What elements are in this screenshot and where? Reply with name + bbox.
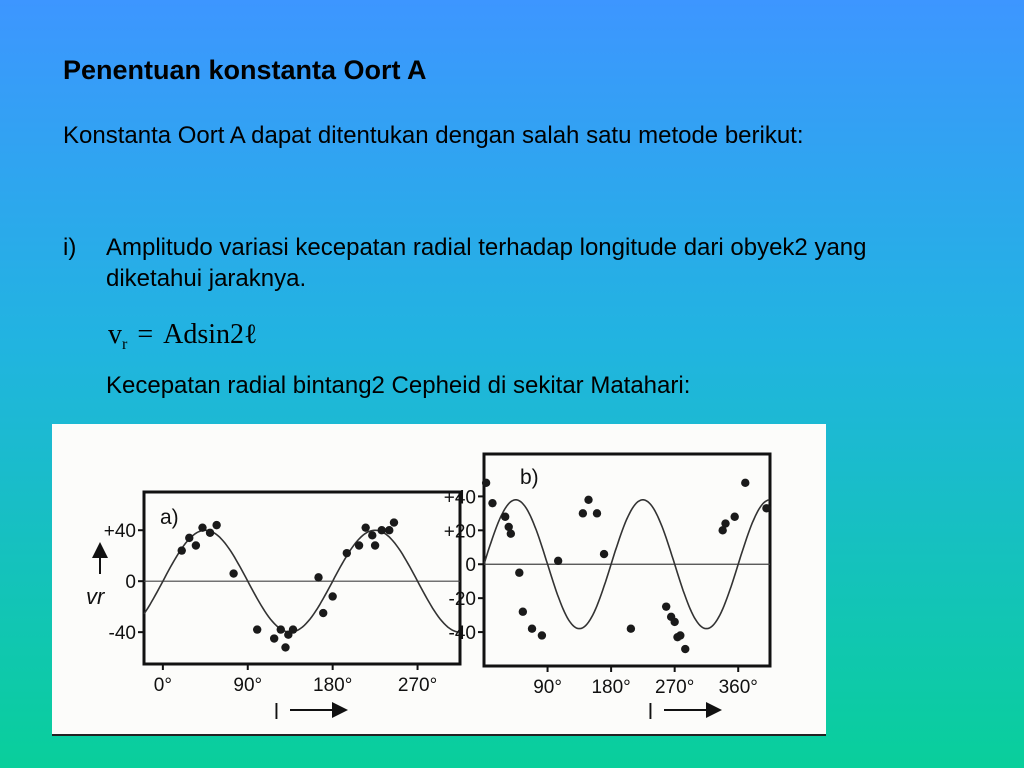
panel-a-data-point-9 (277, 625, 285, 633)
panel-a-data-point-1 (185, 534, 193, 542)
panel-b-data-point-1 (488, 499, 496, 507)
panel-b-data-point-9 (554, 557, 562, 565)
figure-canvas (52, 424, 826, 732)
panel-b-x-tick-label-2: 270° (655, 677, 695, 698)
intro-text: Konstanta Oort A dapat ditentukan dengan salah satu metode berikut: (63, 122, 804, 149)
panel-b-data-point-8 (538, 631, 546, 639)
panel-a-data-point-18 (361, 523, 369, 531)
slide-title: Penentuan konstanta Oort A (63, 55, 427, 85)
panel-b-data-point-22 (721, 519, 729, 527)
panel-b-y-tick-label-2: 0 (465, 555, 476, 577)
panel-b-data-point-12 (593, 509, 601, 517)
method-item (63, 232, 943, 294)
list-marker: i) (63, 234, 77, 261)
panel-a-data-point-8 (270, 634, 278, 642)
panel-a-data-point-20 (371, 541, 379, 549)
panel-b-y-tick-label-3: -20 (448, 589, 476, 611)
panel-a-data-point-13 (314, 573, 322, 581)
panel-b-data-point-23 (730, 513, 738, 521)
panel-a-frame (144, 492, 460, 664)
panel-a-y-tick-label-0: +40 (103, 521, 136, 543)
panel-a-data-point-0 (178, 546, 186, 554)
cepheid-caption: Kecepatan radial bintang2 Cepheid di sekitar Matahari: (106, 372, 691, 399)
panel-a-data-point-4 (206, 529, 214, 537)
panel-b-data-point-10 (579, 509, 587, 517)
panel-b-data-point-17 (670, 618, 678, 626)
panel-b-title: b) (520, 466, 539, 489)
panel-b-data-point-0 (482, 479, 490, 487)
panel-b-data-point-24 (741, 479, 749, 487)
panel-a-data-point-6 (229, 569, 237, 577)
panel-b-data-point-11 (584, 496, 592, 504)
panel-a-data-point-23 (390, 518, 398, 526)
panel-b-data-point-20 (681, 645, 689, 653)
panel-a-x-tick-label-1: 90° (233, 675, 263, 696)
formula-lhs-subscript: r (122, 336, 128, 353)
panel-a-data-point-12 (289, 625, 297, 633)
panel-b-x-tick-label-1: 180° (591, 677, 631, 698)
panel-b-data-point-13 (600, 550, 608, 558)
panel-b-data-point-7 (528, 624, 536, 632)
formula-rhs: Adsin2 (163, 319, 245, 350)
panel-a-data-point-22 (385, 526, 393, 534)
panel-b-data-point-19 (676, 631, 684, 639)
panel-b-x-tick-label-0: 90° (533, 677, 562, 698)
panel-a-data-point-7 (253, 625, 261, 633)
panel-a-data-point-2 (192, 541, 200, 549)
panel-b-data-point-15 (662, 602, 670, 610)
panel-b-y-tick-label-1: +20 (443, 521, 476, 543)
panel-b-x-axis-label: l (648, 699, 653, 724)
method-text: Amplitudo variasi kecepatan radial terhadap longitude dari obyek2 yang diketahui jaraknya. (106, 234, 867, 293)
panel-a-data-point-3 (198, 523, 206, 531)
panel-a-data-point-17 (355, 541, 363, 549)
panel-a-y-tick-label-1: 0 (125, 572, 136, 594)
panel-a-data-point-21 (378, 526, 386, 534)
panel-a-data-point-5 (212, 521, 220, 529)
radial-velocity-formula (108, 318, 257, 354)
panel-b-data-point-2 (501, 513, 509, 521)
formula-lhs: v (108, 319, 122, 350)
panel-a-data-point-14 (319, 609, 327, 617)
panel-a-y-tick-label-2: -40 (108, 623, 136, 645)
formula-equals: = (137, 319, 154, 350)
panel-a-title: a) (160, 506, 179, 529)
y-axis-label: vr (86, 584, 105, 609)
panel-b-data-point-5 (515, 569, 523, 577)
panel-b-data-point-4 (507, 530, 515, 538)
panel-a-x-axis-label: l (274, 699, 279, 724)
panel-b-data-point-14 (627, 624, 635, 632)
panel-a-data-point-16 (343, 549, 351, 557)
panel-a-x-tick-label-3: 270° (397, 675, 438, 696)
panel-b-y-tick-label-4: -40 (448, 623, 476, 645)
panel-a-data-point-19 (368, 531, 376, 539)
panel-b-data-point-25 (762, 504, 770, 512)
panel-b-y-tick-label-0: +40 (443, 487, 476, 509)
cepheid-velocity-figure (52, 424, 826, 736)
formula-ell-symbol: ℓ (244, 319, 258, 350)
panel-a-x-tick-label-2: 180° (313, 675, 353, 696)
panel-b-data-point-6 (519, 608, 527, 616)
panel-a-data-point-15 (328, 592, 336, 600)
panel-a-data-point-10 (281, 643, 289, 651)
panel-a-x-tick-label-0: 0° (153, 675, 172, 696)
panel-b-x-tick-label-3: 360° (718, 677, 758, 698)
